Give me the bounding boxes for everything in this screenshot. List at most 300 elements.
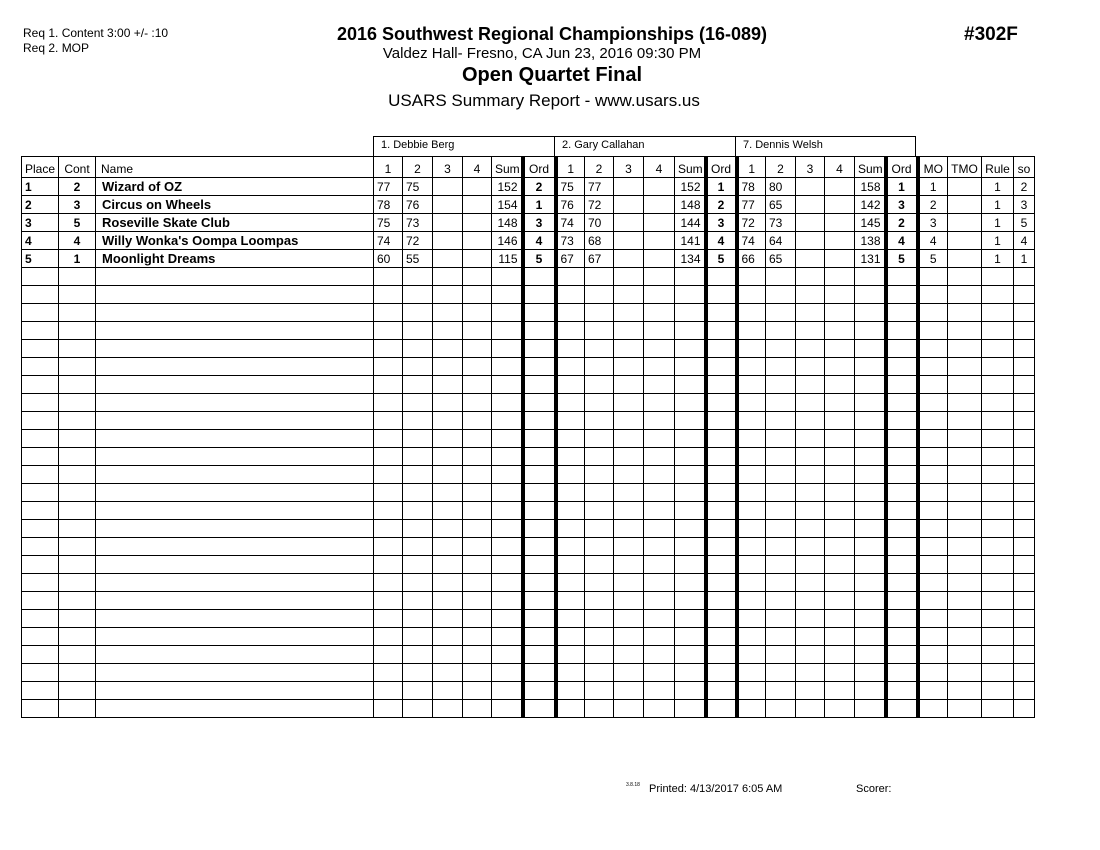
judge-1-score-cell [433,232,463,250]
judge-3-score-cell [796,430,825,448]
tmo-cell [948,448,982,466]
place-cell [22,286,59,304]
cont-cell: 3 [59,196,96,214]
so-cell [1014,664,1035,682]
cont-header: Cont [59,157,96,178]
judge-3-score-cell [825,700,855,718]
judge-3-score-cell [766,466,796,484]
judge-3-score-cell [737,304,766,322]
judge-3-score-cell [737,412,766,430]
judge-2-score-cell [675,286,706,304]
judge-1-score-cell [403,340,433,358]
judge-1-score-cell [403,574,433,592]
tmo-cell [948,268,982,286]
judge-2-score-cell [556,286,585,304]
judge-1-score-cell [523,502,556,520]
rule-cell: 1 [982,232,1014,250]
rule-cell: 1 [982,250,1014,268]
judge-1-score-cell [403,466,433,484]
judge-2-score-cell [675,502,706,520]
judge-2-score-cell [675,304,706,322]
judge-2-score-cell [556,592,585,610]
judge-3-score-cell: 65 [766,250,796,268]
so-cell [1014,466,1035,484]
judge-1-score-cell: 3 [523,214,556,232]
judge-1-score-cell [492,646,523,664]
judge-1-col-header: 1 [374,157,403,178]
judge-1-score-cell [463,430,492,448]
so-cell: 1 [1014,250,1035,268]
judge-3-score-cell [886,412,918,430]
judge-1-score-cell [403,646,433,664]
judge-3-score-cell [766,358,796,376]
judge-2-score-cell [585,556,614,574]
judge-3-score-cell [855,412,886,430]
judge-3-score-cell [766,610,796,628]
rule-header: Rule [982,157,1014,178]
judge-2-score-cell [706,502,737,520]
judge-2-score-cell [614,376,644,394]
judge-3-score-cell [825,556,855,574]
judge-3-score-cell [796,520,825,538]
requirement-1: Req 1. Content 3:00 +/- :10 [23,26,169,40]
place-cell [22,430,59,448]
judge-1-score-cell: 2 [523,178,556,196]
judge-2-score-cell [644,376,675,394]
judge-1-score-cell [523,394,556,412]
rule-cell [982,322,1014,340]
judge-1-score-cell: 73 [403,214,433,232]
cont-cell [59,538,96,556]
judge-1-score-cell [403,556,433,574]
judge-3-score-cell [855,502,886,520]
mo-cell [918,484,948,502]
table-row [22,592,1035,610]
mo-cell [918,682,948,700]
cont-cell [59,340,96,358]
judge-3-score-cell [886,628,918,646]
place-cell [22,340,59,358]
judge-2-score-cell [644,268,675,286]
judge-2-score-cell [706,664,737,682]
place-cell [22,700,59,718]
judge-1-score-cell [492,412,523,430]
mo-cell [918,376,948,394]
tmo-cell [948,232,982,250]
judge-1-score-cell [374,664,403,682]
judge-1-score-cell [492,520,523,538]
judge-2-score-cell: 77 [585,178,614,196]
judge-3-score-cell [825,178,855,196]
table-body [22,178,1035,718]
judge-1-score-cell: 1 [523,196,556,214]
judge-2-score-cell [556,322,585,340]
tmo-cell [948,412,982,430]
judge-2-score-cell [585,520,614,538]
place-cell [22,322,59,340]
judge-2-score-cell [644,682,675,700]
judge-1-score-cell: 78 [374,196,403,214]
mo-cell [918,628,948,646]
judge-2-score-cell [644,466,675,484]
rule-cell [982,646,1014,664]
judge-1-score-cell: 154 [492,196,523,214]
tmo-cell [948,340,982,358]
judge-3-score-cell [825,628,855,646]
rule-cell: 1 [982,196,1014,214]
judge-3-score-cell [886,610,918,628]
judge-3-score-cell: 3 [886,196,918,214]
judge-1-score-cell [463,574,492,592]
cont-cell [59,268,96,286]
judge-3-score-cell [825,340,855,358]
judge-3-score-cell [766,538,796,556]
judge-3-score-cell [855,520,886,538]
judge-1-score-cell [492,502,523,520]
place-cell: 2 [22,196,59,214]
judge-3-score-cell [886,484,918,502]
judge-2-score-cell [706,556,737,574]
table-row [22,682,1035,700]
rule-cell [982,628,1014,646]
judge-3-score-cell [796,340,825,358]
rule-cell [982,484,1014,502]
judge-2-score-cell: 1 [706,178,737,196]
judge-1-score-cell: 74 [374,232,403,250]
so-cell: 4 [1014,232,1035,250]
judge-2-score-cell [644,610,675,628]
judge-1-score-cell: 55 [403,250,433,268]
judge-2-score-cell [675,484,706,502]
judge-3-score-cell [737,340,766,358]
judge-3-score-cell [886,286,918,304]
tmo-cell [948,610,982,628]
place-cell: 1 [22,178,59,196]
judge-2-score-cell [614,646,644,664]
judge-3-score-cell [825,376,855,394]
judge-3-score-cell [825,664,855,682]
tmo-cell [948,394,982,412]
judge-2-score-cell [675,646,706,664]
judge-2-score-cell [675,412,706,430]
cont-cell [59,556,96,574]
judge-2-score-cell [706,358,737,376]
judge-2-score-cell [585,286,614,304]
so-cell: 3 [1014,196,1035,214]
judge-1-score-cell [374,268,403,286]
judge-1-score-cell [463,214,492,232]
judge-1-score-cell [403,268,433,286]
name-cell [96,322,374,340]
judge-3-score-cell [796,214,825,232]
judge-3-col-header: 4 [825,157,855,178]
table-row [22,322,1035,340]
judge-3-score-cell [886,646,918,664]
judge-1-score-cell [523,484,556,502]
judge-1-score-cell [374,646,403,664]
judge-3-score-cell [766,412,796,430]
so-cell [1014,484,1035,502]
tmo-cell [948,484,982,502]
judge-1-score-cell [523,646,556,664]
judge-1-score-cell [433,682,463,700]
judge-3-score-cell [825,394,855,412]
rule-cell [982,304,1014,322]
name-cell [96,340,374,358]
judge-1-score-cell [492,484,523,502]
judge-2-score-cell [644,178,675,196]
judge-3-score-cell [796,682,825,700]
judge-2-score-cell [614,304,644,322]
judge-2-score-cell [614,610,644,628]
judge-2-score-cell [706,340,737,358]
place-cell [22,304,59,322]
judge-1-score-cell [374,610,403,628]
name-cell [96,574,374,592]
judge-3-score-cell: 65 [766,196,796,214]
table-row [22,412,1035,430]
name-cell [96,376,374,394]
place-cell [22,358,59,376]
judge-2-score-cell [556,574,585,592]
name-cell [96,682,374,700]
judge-1-score-cell [403,664,433,682]
judge-3-score-cell [796,178,825,196]
judge-3-score-cell [855,448,886,466]
judge-3-score-cell: 158 [855,178,886,196]
judge-2-score-cell [585,268,614,286]
judge-2-score-cell [614,412,644,430]
judge-2-score-cell [614,322,644,340]
table-row [22,214,1035,232]
judge-1-score-cell [523,412,556,430]
so-cell [1014,610,1035,628]
judge-1-score-cell [433,430,463,448]
judge-2-score-cell [585,628,614,646]
judge-2-score-cell [675,268,706,286]
judge-3-score-cell [766,646,796,664]
table-row [22,232,1035,250]
judge-3-score-cell [825,430,855,448]
judge-2-score-cell [556,484,585,502]
judge-1-col-header: 3 [433,157,463,178]
judge-3-score-cell [796,232,825,250]
judge-2-score-cell [675,358,706,376]
judge-2-score-cell: 141 [675,232,706,250]
cont-cell [59,322,96,340]
judge-1-score-cell [492,394,523,412]
table-header [22,157,1035,178]
name-cell [96,466,374,484]
judge-2-score-cell: 144 [675,214,706,232]
judge-2-score-cell [556,520,585,538]
place-cell [22,394,59,412]
judge-1-score-cell [463,268,492,286]
rule-cell [982,592,1014,610]
cont-cell [59,646,96,664]
judge-3-score-cell [886,448,918,466]
judge-1-score-cell [492,628,523,646]
judge-1-score-cell [374,412,403,430]
judge-1-score-cell [433,610,463,628]
judge-3-score-cell [855,610,886,628]
judge-2-score-cell [675,340,706,358]
judge-3-score-cell [737,376,766,394]
judge-1-score-cell [463,232,492,250]
judge-1-score-cell [463,196,492,214]
judge-1-score-cell [433,538,463,556]
judge-2-score-cell: 2 [706,196,737,214]
judge-3-col-header: 1 [737,157,766,178]
judge-2-score-cell [585,304,614,322]
judge-2-score-cell [675,394,706,412]
rule-cell [982,358,1014,376]
judge-3-score-cell [825,214,855,232]
judge-1-score-cell [374,286,403,304]
cont-cell [59,592,96,610]
judge-3-score-cell [796,250,825,268]
judge-2-score-cell [706,466,737,484]
tmo-cell [948,538,982,556]
judge-1-score-cell [492,592,523,610]
judge-1-score-cell [523,376,556,394]
judge-2-score-cell [706,538,737,556]
cont-cell [59,574,96,592]
judge-3-score-cell [825,520,855,538]
judge-1-score-cell [403,430,433,448]
place-cell: 5 [22,250,59,268]
place-cell [22,664,59,682]
judge-1-score-cell [523,556,556,574]
judge-3-score-cell [855,646,886,664]
mo-cell [918,502,948,520]
so-cell [1014,646,1035,664]
so-cell [1014,412,1035,430]
mo-cell [918,646,948,664]
judge-2-score-cell [556,538,585,556]
judge-3-score-cell [825,448,855,466]
cont-cell [59,448,96,466]
judge-3-score-cell [886,592,918,610]
judge-2-score-cell [644,664,675,682]
judge-1-score-cell [463,646,492,664]
software-version: 3.8.18 [626,782,640,788]
judge-2-score-cell [644,574,675,592]
judge-1-score-cell: 75 [374,214,403,232]
judge-1-score-cell [433,214,463,232]
mo-cell: 5 [918,250,948,268]
name-cell: Wizard of OZ [96,178,374,196]
judge-3-score-cell [855,556,886,574]
judge-3-score-cell [796,664,825,682]
table-row [22,466,1035,484]
judge-1-score-cell [374,358,403,376]
cont-cell [59,700,96,718]
judge-1-score-cell [374,556,403,574]
judge-2-score-cell [675,430,706,448]
judge-2-score-cell [585,664,614,682]
judge-2-score-cell [675,556,706,574]
cont-cell [59,610,96,628]
tmo-cell [948,358,982,376]
judge-2-score-cell [614,592,644,610]
judge-3-score-cell [855,286,886,304]
mo-cell [918,430,948,448]
judge-3-score-cell [766,430,796,448]
judge-2-score-cell [585,466,614,484]
judge-1-score-cell [523,466,556,484]
mo-cell [918,304,948,322]
judge-2-score-cell [585,682,614,700]
judge-1-score-cell [433,196,463,214]
judge-2-score-cell [644,556,675,574]
judge-3-score-cell: 80 [766,178,796,196]
mo-cell [918,322,948,340]
judge-2-score-cell [585,484,614,502]
judge-2-col-header: Ord [706,157,737,178]
judge-2-score-cell [644,322,675,340]
judge-2-score-cell [585,610,614,628]
name-header: Name [96,157,374,178]
judge-2-score-cell [706,268,737,286]
so-cell [1014,358,1035,376]
judge-3-score-cell [766,376,796,394]
name-cell [96,556,374,574]
judge-1-score-cell [433,340,463,358]
judge-3-score-cell [766,340,796,358]
judge-3-score-cell [855,358,886,376]
judge-3-score-cell [737,466,766,484]
judge-3-score-cell [796,574,825,592]
cont-cell [59,628,96,646]
judge-1-score-cell [433,664,463,682]
judge-2-score-cell [675,610,706,628]
judge-2-score-cell [675,664,706,682]
judge-2-score-cell [585,322,614,340]
mo-cell: 2 [918,196,948,214]
judge-3-score-cell [796,394,825,412]
so-cell [1014,448,1035,466]
judge-3-score-cell [796,610,825,628]
judge-3-score-cell [766,448,796,466]
place-cell: 4 [22,232,59,250]
judge-3-score-cell [886,700,918,718]
judge-3-score-cell [796,538,825,556]
judge-1-score-cell [523,340,556,358]
cont-cell [59,682,96,700]
place-cell [22,412,59,430]
rule-cell [982,682,1014,700]
table-row [22,502,1035,520]
judge-3-score-cell [737,556,766,574]
rule-cell [982,502,1014,520]
name-cell: Roseville Skate Club [96,214,374,232]
judge-1-score-cell [433,628,463,646]
judge-3-score-cell [886,538,918,556]
so-cell [1014,520,1035,538]
judge-3-col-header: 3 [796,157,825,178]
judge-1-score-cell [492,466,523,484]
printed-timestamp: Printed: 4/13/2017 6:05 AM [649,783,783,795]
judge-3-score-cell [855,484,886,502]
mo-cell [918,538,948,556]
table-row [22,556,1035,574]
judge-2-score-cell [644,520,675,538]
judge-1-score-cell [403,520,433,538]
judge-1-score-cell [433,502,463,520]
so-cell [1014,286,1035,304]
judge-2-score-cell: 75 [556,178,585,196]
